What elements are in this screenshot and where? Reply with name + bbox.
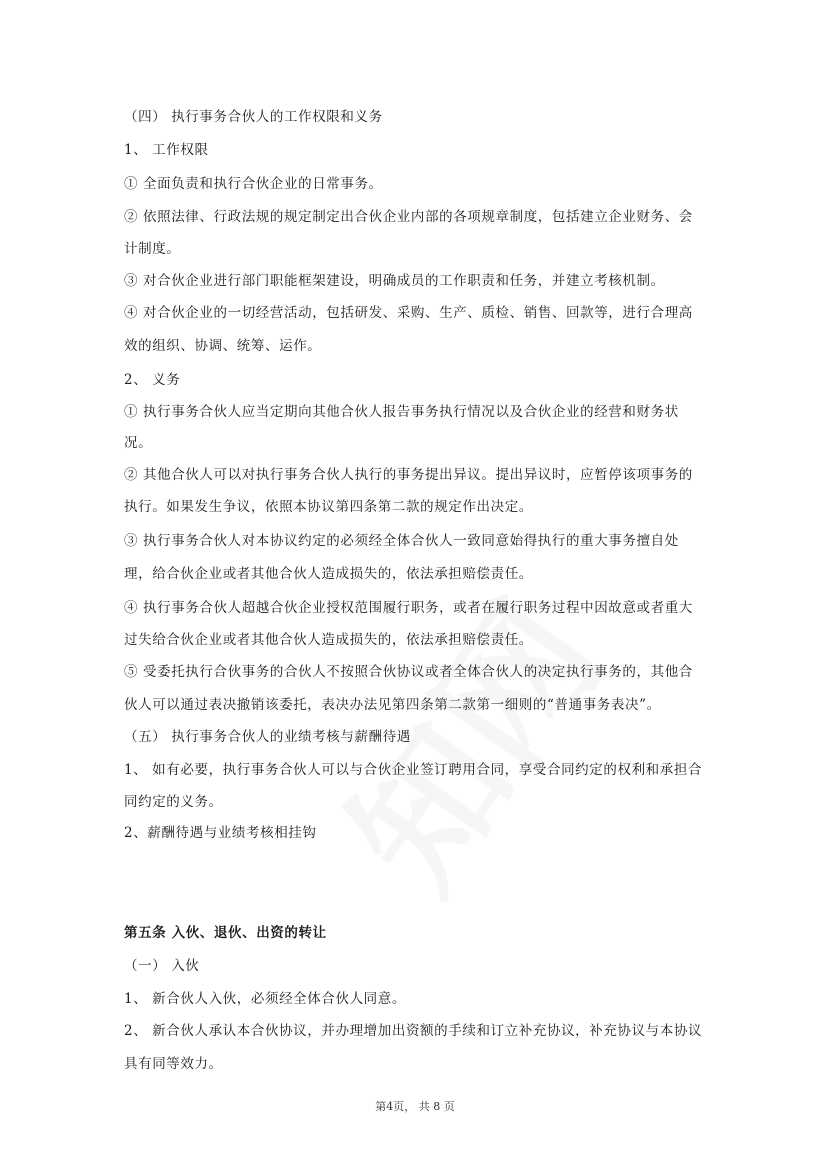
text-line: ④ 对合伙企业的一切经营活动，包括研发、采购、生产、质检、销售、回款等，进行合理高: [124, 305, 693, 321]
text-line: ① 全面负责和执行合伙企业的日常事务。: [124, 176, 383, 192]
section-heading: 第五条 入伙、退伙、出资的转让: [124, 925, 327, 941]
text-line: 具有同等效力。: [124, 1056, 223, 1072]
text-line: ② 依照法律、行政法规的规定制定出合伙企业内部的各项规章制度，包括建立企业财务、会: [124, 209, 693, 225]
text-line: 1、 工作权限: [124, 142, 209, 158]
text-line: 过失给合伙企业或者其他合伙人造成损失的，依法承担赔偿责任。: [124, 632, 533, 648]
text-line: ④ 执行事务合伙人超越合伙企业授权范围履行职务，或者在履行职务过程中因故意或者重大: [124, 600, 693, 616]
text-line: 2、薪酬待遇与业绩考核相挂钩: [124, 825, 317, 841]
text-line: 1、 新合伙人入伙，必须经全体合伙人同意。: [124, 991, 406, 1007]
text-line: （四） 执行事务合伙人的工作权限和义务: [124, 109, 383, 125]
text-line: ③ 对合伙企业进行部门职能框架建设，明确成员的工作职责和任务，并建立考核机制。: [124, 273, 665, 289]
text-line: 理，给合伙企业或者其他合伙人造成损失的，依法承担赔偿责任。: [124, 566, 533, 582]
text-line: （五） 执行事务合伙人的业绩考核与薪酬待遇: [124, 729, 411, 745]
text-line: 伙人可以通过表决撤销该委托，表决办法见第四条第二款第一细则的“普通事务表决”。: [124, 697, 661, 713]
text-line: 况。: [124, 435, 153, 451]
text-line: 计制度。: [124, 241, 181, 257]
text-line: ③ 执行事务合伙人对本协议约定的必须经全体合伙人一致同意始得执行的重大事务擅自处: [124, 533, 679, 549]
text-line: ② 其他合伙人可以对执行事务合伙人执行的事务提出异议。提出异议时，应暂停该项事务的: [124, 467, 693, 483]
text-line: ⑤ 受委托执行合伙事务的合伙人不按照合伙协议或者全体合伙人的决定执行事务的，其他合: [124, 664, 693, 680]
text-line: 执行。如果发生争议，依照本协议第四条第二款的规定作出决定。: [124, 499, 533, 515]
text-line: 效的组织、协调、统筹、运作。: [124, 338, 322, 354]
text-line: 2、 新合伙人承认本合伙协议，并办理增加出资额的手续和订立补充协议，补充协议与本协议: [124, 1023, 703, 1039]
text-line: 同约定的义务。: [124, 794, 223, 810]
text-line: 2、 义务: [124, 372, 181, 388]
text-line: ① 执行事务合伙人应当定期向其他合伙人报告事务执行情况以及合伙企业的经营和财务状: [124, 404, 679, 420]
text-line: （一） 入伙: [124, 958, 200, 974]
page-footer: 第4页， 共 8 页: [375, 1100, 455, 1113]
text-line: 1、 如有必要，执行事务合伙人可以与合伙企业签订聘用合同，享受合同约定的权利和承担合: [124, 762, 703, 778]
